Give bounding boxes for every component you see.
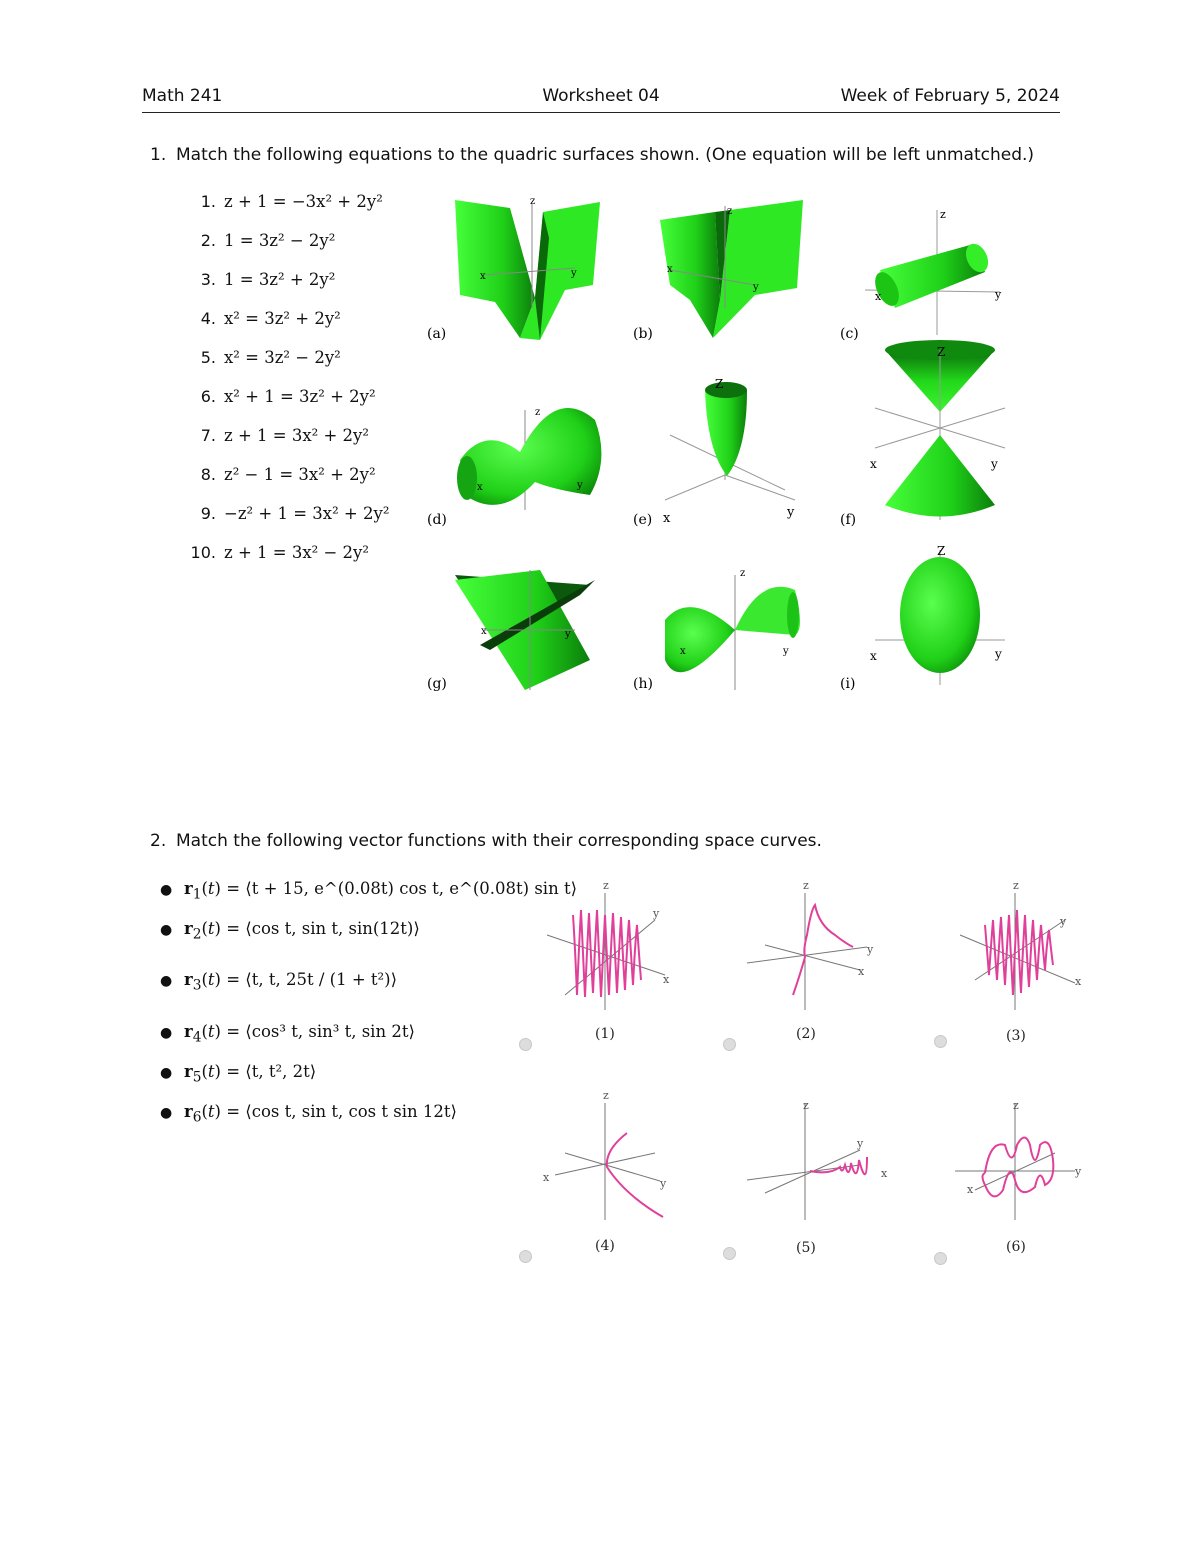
list-item: ● $r_3(t)$ = ⟨t, t, 25t / (1 + t²)⟩ (160, 970, 398, 994)
equation-item: 6. x² + 1 = 3z² + 2y² (200, 387, 376, 406)
panel-label-c: (c) (840, 326, 859, 342)
svg-text:x: x (881, 1167, 888, 1180)
svg-text:z: z (803, 879, 809, 892)
date-label: Week of February 5, 2024 (840, 86, 1060, 106)
equation-item: 3. 1 = 3z² + 2y² (200, 270, 336, 289)
svg-text:x: x (481, 626, 487, 637)
svg-text:z: z (1013, 879, 1019, 892)
worksheet-title: Worksheet 04 (542, 86, 660, 106)
svg-text:x: x (870, 457, 877, 471)
curve-label-5: (5) (796, 1240, 816, 1256)
panel-label-e: (e) (633, 512, 653, 528)
question-1-prompt: 1. Match the following equations to the quadric surfaces shown. (One equation will be left unmatched.) (150, 145, 1035, 165)
radio-option-6[interactable] (934, 1252, 947, 1265)
equation-item: 10. z + 1 = 3x² − 2y² (190, 543, 369, 562)
space-curve-4 (607, 1133, 663, 1217)
svg-text:y: y (787, 505, 795, 520)
svg-text:x: x (967, 1183, 974, 1196)
svg-text:x: x (875, 290, 882, 303)
list-item: ● $r_1(t)$ = ⟨t + 15, e^(0.08t) cos t, e^(0.08t) sin t⟩ (160, 879, 578, 903)
curve-label-2: (2) (796, 1026, 816, 1042)
svg-text:x: x (680, 646, 686, 657)
surface-f (870, 340, 1005, 520)
panel-label-d: (d) (427, 512, 447, 528)
svg-text:x: x (543, 1171, 550, 1184)
svg-text:y: y (857, 1137, 864, 1150)
svg-text:z: z (803, 1099, 809, 1112)
panel-label-g: (g) (427, 676, 447, 692)
svg-text:z: z (530, 196, 536, 207)
space-curve-3 (985, 910, 1053, 995)
svg-text:z: z (1013, 1099, 1019, 1112)
svg-text:Z: Z (715, 377, 724, 391)
equation-item: 8. z² − 1 = 3x² + 2y² (200, 465, 376, 484)
surface-h (665, 568, 800, 690)
svg-text:Z: Z (937, 345, 946, 359)
surface-a (455, 196, 600, 340)
svg-text:x: x (667, 264, 673, 275)
svg-text:y: y (1075, 1165, 1082, 1178)
svg-text:y: y (653, 907, 660, 920)
surface-b (660, 200, 803, 338)
svg-text:y: y (995, 647, 1002, 661)
svg-text:z: z (740, 568, 746, 579)
svg-text:z: z (603, 1089, 609, 1102)
curve-label-1: (1) (595, 1026, 615, 1042)
equation-item: 4. x² = 3z² + 2y² (200, 309, 341, 328)
surface-g (455, 570, 595, 690)
svg-text:x: x (480, 271, 486, 282)
panel-label-b: (b) (633, 326, 653, 342)
svg-text:z: z (535, 407, 541, 418)
svg-text:x: x (1075, 975, 1082, 988)
svg-text:x: x (663, 511, 671, 526)
svg-text:y: y (660, 1177, 667, 1190)
panel-label-i: (i) (840, 676, 856, 692)
svg-text:y: y (577, 480, 583, 491)
radio-option-1[interactable] (519, 1038, 532, 1051)
equation-item: 1. z + 1 = −3x² + 2y² (200, 192, 383, 211)
question-2-prompt: 2. Match the following vector functions with their corresponding space curves. (150, 831, 822, 851)
svg-text:y: y (991, 457, 998, 471)
course-label: Math 241 (142, 86, 223, 106)
space-curves-figure (515, 875, 1105, 1275)
radio-option-4[interactable] (519, 1250, 532, 1263)
list-item: ● $r_4(t)$ = ⟨cos³ t, sin³ t, sin 2t⟩ (160, 1022, 415, 1046)
svg-text:y: y (1060, 915, 1067, 928)
panel-label-a: (a) (427, 326, 447, 342)
curve-label-6: (6) (1006, 1239, 1026, 1255)
svg-text:x: x (663, 973, 670, 986)
surface-d (457, 407, 601, 510)
svg-text:y: y (867, 943, 874, 956)
surface-e (663, 377, 795, 526)
panel-label-h: (h) (633, 676, 653, 692)
panel-label-f: (f) (840, 512, 857, 528)
equation-item: 5. x² = 3z² − 2y² (200, 348, 341, 367)
svg-text:y: y (995, 288, 1002, 301)
svg-text:z: z (940, 208, 946, 221)
radio-option-2[interactable] (723, 1038, 736, 1051)
quadric-surfaces-figure (425, 190, 1065, 700)
list-item: ● $r_2(t)$ = ⟨cos t, sin t, sin(12t)⟩ (160, 919, 420, 943)
svg-text:y: y (783, 646, 789, 657)
svg-text:x: x (858, 965, 865, 978)
space-curve-1 (573, 910, 641, 997)
space-curve-6 (983, 1138, 1054, 1197)
surface-i (870, 544, 1005, 685)
svg-text:y: y (565, 629, 571, 640)
equation-item: 9. −z² + 1 = 3x² + 2y² (200, 504, 390, 523)
svg-text:z: z (603, 879, 609, 892)
equation-item: 2. 1 = 3z² − 2y² (200, 231, 336, 250)
curve-label-4: (4) (595, 1238, 615, 1254)
curve-label-3: (3) (1006, 1028, 1026, 1044)
svg-text:z: z (727, 206, 733, 217)
svg-text:Z: Z (937, 544, 946, 558)
svg-text:y: y (753, 282, 759, 293)
equation-item: 7. z + 1 = 3x² + 2y² (200, 426, 369, 445)
radio-option-5[interactable] (723, 1247, 736, 1260)
radio-option-3[interactable] (934, 1035, 947, 1048)
page-header (142, 86, 1060, 113)
svg-text:y: y (571, 268, 577, 279)
list-item: ● $r_5(t)$ = ⟨t, t², 2t⟩ (160, 1062, 317, 1086)
svg-text:x: x (870, 649, 877, 663)
list-item: ● $r_6(t)$ = ⟨cos t, sin t, cos t sin 12t⟩ (160, 1102, 457, 1126)
surface-c (865, 208, 1002, 335)
svg-text:x: x (477, 482, 483, 493)
